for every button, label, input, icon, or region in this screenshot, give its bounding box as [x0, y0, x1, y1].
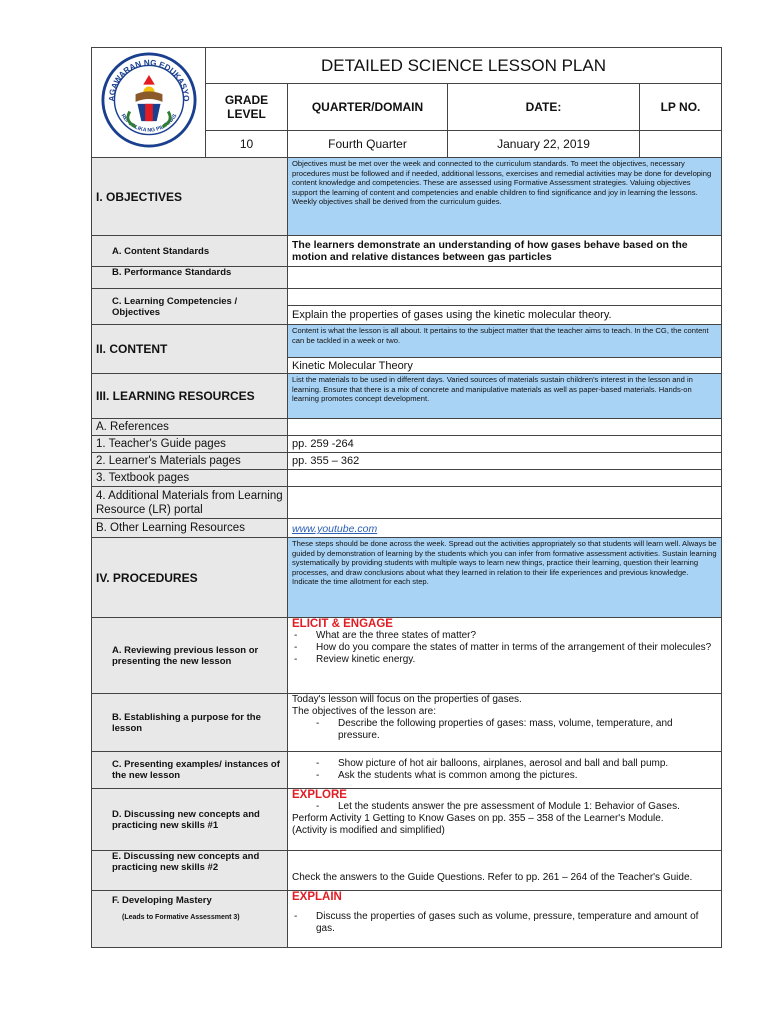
objectives-note: Objectives must be met over the week and connected to the curriculum standards. To meet the objectives, necessary procedures must be followed and if needed, additional lessons, exercises and remedial activities may be done for developing content knowledge and competencies. These are assessed using Formative Assessment strategies. Valuing objectives support the learning of content and competencies and enable children to find significance and joy in learning the lessons. Weekly objectives shall be derived from the curriculum guides.: [288, 158, 722, 236]
content-value: Kinetic Molecular Theory: [288, 358, 722, 374]
resource-row-label: 2. Learner's Materials pages: [92, 453, 288, 470]
procedure-f-sub: (Leads to Formative Assessment 3): [122, 914, 240, 921]
seal-bottom-text: REPUBLIKA NG PILIPINAS: [119, 113, 178, 134]
competencies-label: C. Learning Competencies / Objectives: [92, 289, 288, 325]
resource-row-label: B. Other Learning Resources: [92, 519, 288, 538]
list-item: - Describe the following properties of gases: mass, volume, temperature, and pressure.: [314, 718, 717, 742]
learning-resources-label: III. LEARNING RESOURCES: [92, 374, 288, 419]
list-item: - How do you compare the states of matter in terms of the arrangement of their molecules?: [292, 642, 717, 654]
lesson-plan-table: [91, 47, 722, 948]
procedure-b-label: B. Establishing a purpose for the lesson: [92, 694, 288, 752]
procedure-b-list: [292, 718, 717, 742]
lp-no-header: LP NO.: [640, 84, 722, 131]
list-item: - Show picture of hot air balloons, airplanes, aerosol and ball and ball pump.: [314, 758, 717, 770]
resource-row-value: pp. 355 – 362: [288, 453, 722, 470]
lesson-plan-sheet: [91, 47, 721, 948]
quarter-domain-value: Fourth Quarter: [288, 131, 448, 158]
content-note: Content is what the lesson is all about. It pertains to the subject matter that the teacher aims to teach. In the CG, the content can be tackled in a week or two.: [288, 325, 722, 358]
resource-row-label: 1. Teacher's Guide pages: [92, 436, 288, 453]
page-title: DETAILED SCIENCE LESSON PLAN: [206, 48, 722, 84]
procedure-d-line3: (Activity is modified and simplified): [292, 825, 445, 836]
list-item: - What are the three states of matter?: [292, 630, 717, 642]
objectives-label: I. OBJECTIVES: [92, 158, 288, 236]
procedure-f-label: F. Developing Mastery: [112, 895, 212, 906]
grade-level-value: 10: [206, 131, 288, 158]
procedure-f-list: [292, 911, 717, 935]
resource-row-value: [288, 470, 722, 487]
procedure-e-text: Check the answers to the Guide Questions. Refer to pp. 261 – 264 of the Teacher's Guide.: [288, 851, 722, 891]
list-item: - Let the students answer the pre assessment of Module 1: Behavior of Gases.: [314, 801, 717, 813]
elicit-engage-heading: ELICIT & ENGAGE: [292, 618, 393, 630]
list-item: - Ask the students what is common among the pictures.: [314, 770, 717, 782]
explain-heading: EXPLAIN: [292, 891, 342, 903]
procedure-e-label: E. Discussing new concepts and practicing new skills #2: [92, 851, 288, 891]
procedure-b-line2: The objectives of the lesson are:: [292, 706, 436, 717]
procedure-d-line2: Perform Activity 1 Getting to Know Gases on pp. 355 – 358 of the Learner's Module.: [292, 813, 664, 824]
explore-heading: EXPLORE: [292, 789, 347, 801]
content-standards-value: The learners demonstrate an understanding of how gases behave based on the motion and relative distances between gas particles: [288, 236, 722, 267]
procedure-a-label: A. Reviewing previous lesson or presenting the new lesson: [92, 618, 288, 694]
date-header: DATE:: [448, 84, 640, 131]
grade-level-header: GRADE LEVEL: [206, 84, 288, 131]
list-item: - Review kinetic energy.: [292, 654, 717, 666]
procedure-a-list: [292, 630, 717, 666]
deped-seal-icon: [101, 52, 197, 148]
resource-row-label: A. References: [92, 419, 288, 436]
resource-row-value: [288, 487, 722, 519]
seal-top-text: AGAWARAN NG EDUKASYO: [106, 58, 191, 102]
procedure-b-line1: Today's lesson will focus on the properties of gases.: [292, 694, 522, 705]
deped-seal-cell: [92, 48, 206, 158]
procedure-d-list: [292, 801, 717, 813]
youtube-link[interactable]: www.youtube.com: [292, 523, 378, 535]
list-item: - Discuss the properties of gases such as volume, pressure, temperature and amount of gas.: [292, 911, 717, 935]
content-standards-label: A. Content Standards: [92, 236, 288, 267]
resource-row-label: 4. Additional Materials from Learning Resource (LR) portal: [92, 487, 288, 519]
competencies-value: Explain the properties of gases using the kinetic molecular theory.: [288, 306, 722, 325]
resource-row-value: [288, 419, 722, 436]
date-value: January 22, 2019: [448, 131, 640, 158]
procedure-c-list: [292, 758, 717, 782]
lp-no-value: [640, 131, 722, 158]
performance-standards-label: B. Performance Standards: [92, 267, 288, 289]
learning-resources-note: List the materials to be used in different days. Varied sources of materials sustain children's interest in the lesson and in learning. Ensure that there is a mix of concrete and manipulative materials as well as paper-based materials. Hands-on learning promotes concept development.: [288, 374, 722, 419]
competencies-blank: [288, 289, 722, 306]
procedures-note: These steps should be done across the week. Spread out the activities appropriately so that students will learn well. Always be guided by demonstration of learning by the students which you can infer from formative assessment activities. Sustain learning systematically by providing students with multiple ways to learn new things, practice their learning, question their learning processes, and draw conclusions about what they learned in relation to their life experiences and previous knowledge. Indicate the time allotment for each step.: [288, 538, 722, 618]
resource-row-label: 3. Textbook pages: [92, 470, 288, 487]
resource-row-value: pp. 259 -264: [288, 436, 722, 453]
quarter-domain-header: QUARTER/DOMAIN: [288, 84, 448, 131]
performance-standards-value: [288, 267, 722, 289]
content-label: II. CONTENT: [92, 325, 288, 374]
procedure-d-label: D. Discussing new concepts and practicing new skills #1: [92, 789, 288, 851]
procedures-label: IV. PROCEDURES: [92, 538, 288, 618]
procedure-c-label: C. Presenting examples/ instances of the new lesson: [92, 752, 288, 789]
